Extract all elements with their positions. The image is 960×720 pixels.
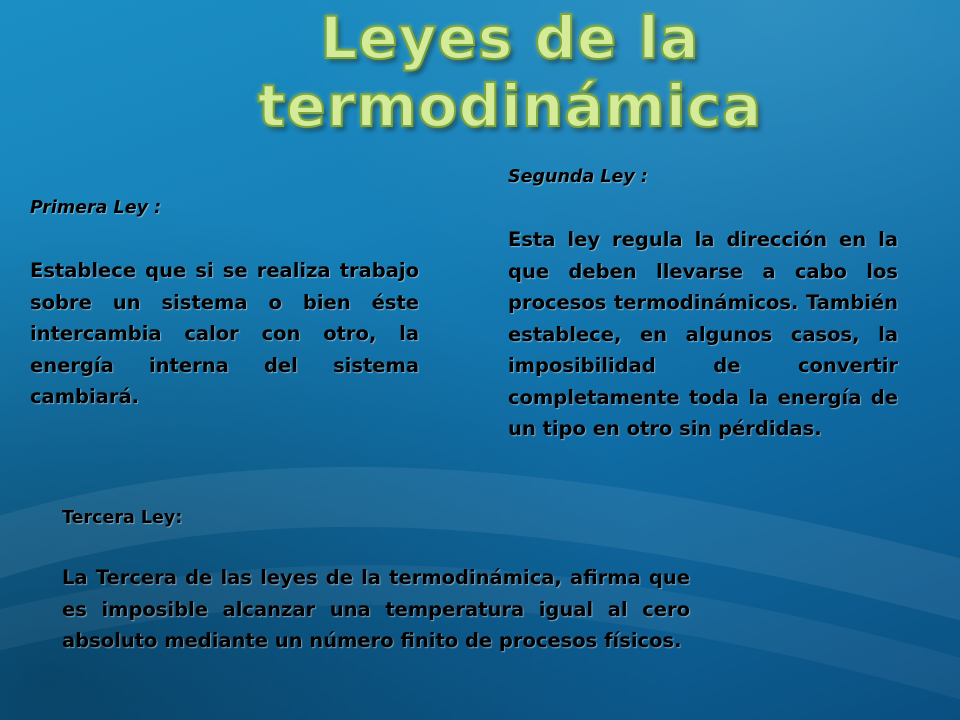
- slide-title: Leyes de la termodinámica: [257, 4, 763, 140]
- first-law-text: Establece que si se realiza trabajo sobre un sistema o bien éste intercambia calor con otro, la energía interna del sistema cambiará.: [30, 259, 419, 408]
- first-law-heading: Primera Ley :: [30, 198, 162, 218]
- second-law-heading: Segunda Ley :: [508, 167, 648, 187]
- second-law-text: Esta ley regula la dirección en la que deben llevarse a cabo los procesos termodinámicos. También establece, en algunos casos, la imposibilidad de convertir completamente toda la energía de un tipo en otro sin pérdidas.: [508, 228, 898, 440]
- third-law-heading: Tercera Ley:: [62, 508, 183, 528]
- third-law-text: La Tercera de las leyes de la termodinámica, afirma que es imposible alcanzar una temperatura igual al cero absoluto mediante un número finito de procesos físicos.: [62, 566, 690, 652]
